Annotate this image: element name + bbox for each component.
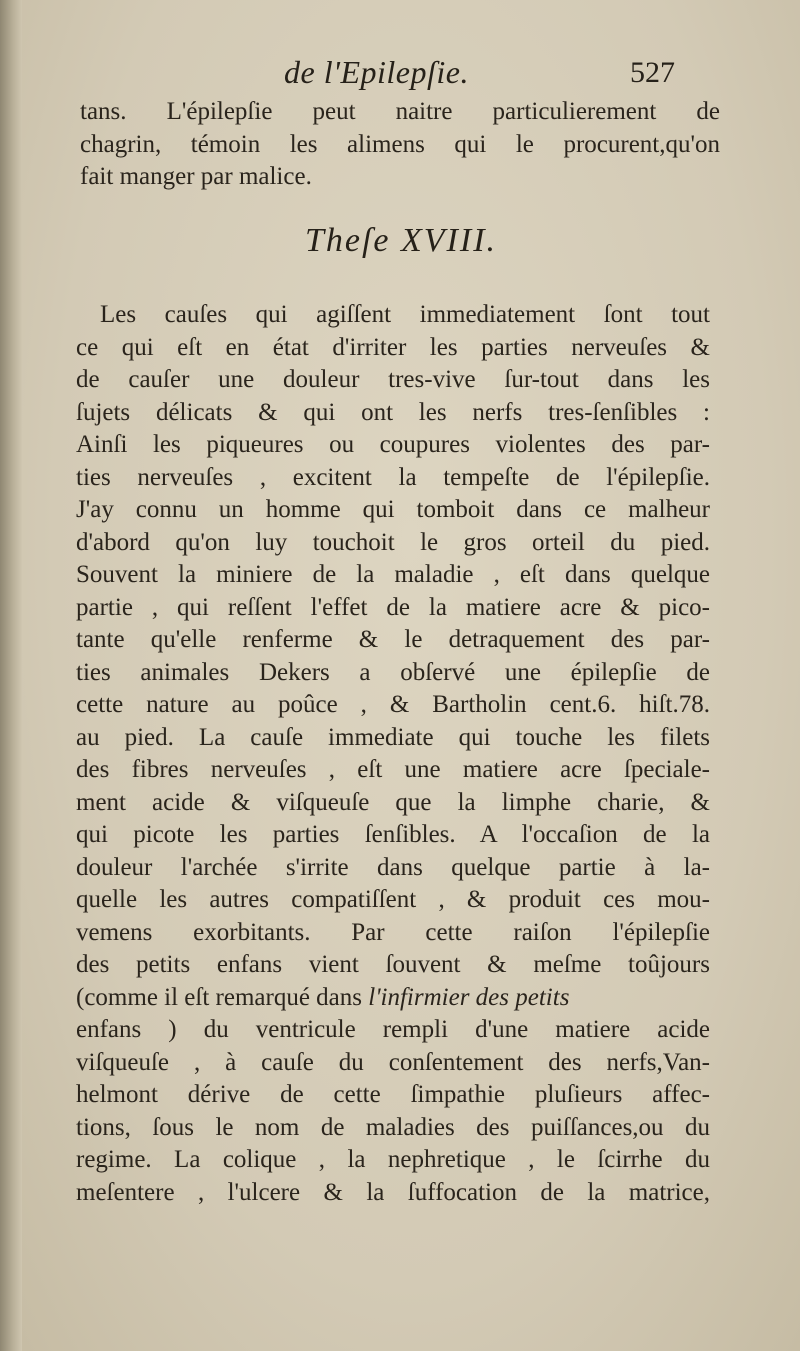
text-line: tions, ſous le nom de maladies des puiſſances,ou du bbox=[76, 1113, 710, 1141]
text-line: ce qui eſt en état d'irriter les parties nerveuſes & bbox=[76, 333, 710, 361]
text-line: ties animales Dekers a obſervé une épilepſie de bbox=[76, 658, 710, 686]
text-line: enfans ) du ventricule rempli d'une matiere acide bbox=[76, 1016, 710, 1043]
text-line: de cauſer une douleur tres-vive ſur-tout dans les bbox=[76, 366, 710, 393]
text-line: meſentere , l'ulcere & la ſuffocation de la matrice, bbox=[76, 1178, 710, 1206]
top-paragraph bbox=[80, 96, 720, 194]
running-title: de l'Epilepſie. bbox=[284, 54, 469, 90]
text-line: douleur l'archée s'irrite dans quelque partie à la- bbox=[76, 853, 710, 881]
text-line: J'ay connu un homme qui tomboit dans ce malheur bbox=[76, 496, 710, 523]
text-line: au pied. La cauſe immediate qui touche les filets bbox=[76, 723, 710, 751]
text-line: viſqueuſe , à cauſe du conſentement des nerfs,Van- bbox=[76, 1048, 710, 1076]
text-line: Les cauſes qui agiſſent immediatement ſont tout bbox=[100, 301, 710, 328]
page-header bbox=[22, 52, 800, 96]
these-heading: Theſe XVIII. bbox=[304, 222, 498, 259]
text-line: ſujets délicats & qui ont les nerfs tres-ſenſibles : bbox=[76, 398, 710, 426]
text-line: regime. La colique , la nephretique , le ſcirrhe du bbox=[76, 1146, 710, 1173]
italic-title: l'infirmier des petits bbox=[368, 983, 570, 1011]
text-line: qui picote les parties ſenſibles. A l'occaſion de la bbox=[76, 821, 710, 848]
text-line: tans. L'épilepſie peut naitre particulierement de bbox=[80, 98, 720, 125]
text-line: tante qu'elle renferme & le detraquement des par- bbox=[76, 626, 710, 653]
text-line: helmont dérive de cette ſimpathie pluſieurs affec- bbox=[76, 1081, 710, 1108]
text-line: ment acide & viſqueuſe que la limphe charie, & bbox=[76, 788, 710, 816]
text-fragment: (comme il eſt remarqué dans bbox=[76, 983, 362, 1011]
text-line: partie , qui reſſent l'effet de la matiere acre & pico- bbox=[76, 593, 710, 621]
text-line: fait manger par malice. bbox=[80, 163, 312, 190]
text-line: des petits enfans vient ſouvent & meſme toûjours bbox=[76, 951, 710, 978]
text-line: Souvent la miniere de la maladie , eſt dans quelque bbox=[76, 561, 710, 588]
book-page bbox=[22, 0, 800, 1351]
main-paragraph bbox=[76, 299, 710, 1209]
text-line: quelle les autres compatiſſent , & produit ces mou- bbox=[76, 886, 710, 913]
page-number: 527 bbox=[630, 56, 675, 89]
text-line: vemens exorbitants. Par cette raiſon l'épilepſie bbox=[76, 918, 710, 946]
text-line: d'abord qu'on luy touchoit le gros orteil du pied. bbox=[76, 528, 710, 556]
text-line: Ainſi les piqueures ou coupures violentes des par- bbox=[76, 431, 710, 458]
book-binding-edge bbox=[0, 0, 22, 1351]
text-line: cette nature au poûce , & Bartholin cent.6. hiſt.78. bbox=[76, 691, 710, 718]
text-line bbox=[76, 982, 710, 1015]
section-heading bbox=[22, 222, 800, 260]
text-line: des fibres nerveuſes , eſt une matiere acre ſpeciale- bbox=[76, 756, 710, 783]
text-line: chagrin, témoin les alimens qui le procurent,qu'on bbox=[80, 130, 720, 158]
text-line: ties nerveuſes , excitent la tempeſte de l'épilepſie. bbox=[76, 463, 710, 491]
